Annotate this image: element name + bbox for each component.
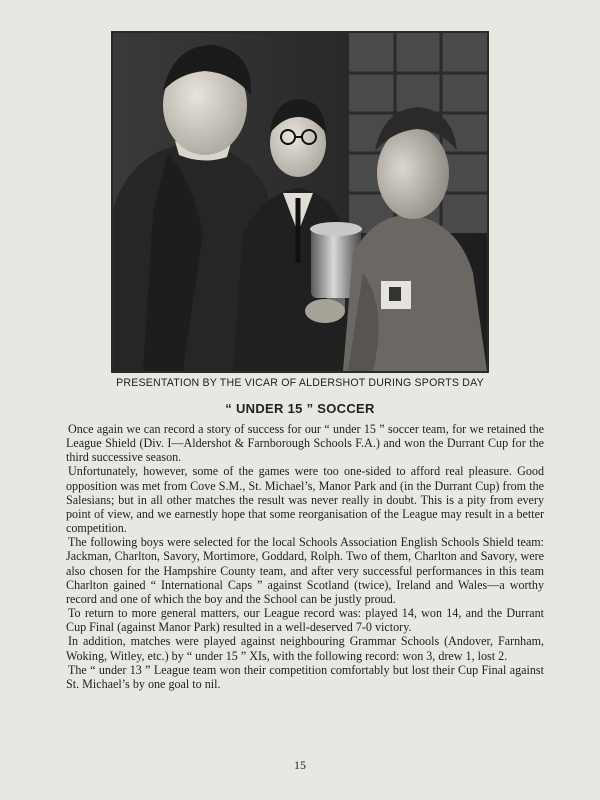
paragraph: In addition, matches were played against neighbouring Grammar Schools (Andover, Farnham, Woking, Witley, etc.) by “ under 15 ” XIs, with the following record: won 3, drew 1, lost 2. [66, 634, 544, 663]
paragraph: Unfortunately, however, some of the games were too one-sided to afford real pleasure. Good opposition was met from Cove S.M., St. Michael’s, Manor Park and (in the Durrant Cup) from the Salesians; but in all other matches the result was never really in doubt. This is a pity from every point of view, and we earnestly hope that some reorganisation of the League may result in a better competition. [66, 464, 544, 536]
page-number: 15 [294, 758, 306, 772]
article-title: “ UNDER 15 ” SOCCER [225, 401, 375, 416]
paragraph: To return to more general matters, our League record was: played 14, won 14, and the Durrant Cup Final (against Manor Park) resulted in a well-deserved 7-0 victory. [66, 606, 544, 635]
photo-caption: PRESENTATION BY THE VICAR OF ALDERSHOT DURING SPORTS DAY [116, 377, 484, 389]
photo-image [113, 33, 487, 371]
paragraph: Once again we can record a story of success for our “ under 15 ” soccer team, for we retained the League Shield (Div. I—Aldershot & Farnborough Schools F.A.) and won the Durrant Cup for the third successive season. [66, 422, 544, 465]
paragraph: The following boys were selected for the local Schools Association English Schools Shield team: Jackman, Charlton, Savory, Mortimore, Goddard, Rolph. Two of them, Charlton and Savory, were also chosen for the Hampshire County team, and after very successful performances in this team Charlton gained “ International Caps ” against Scotland (twice), Ireland and Wales—a worthy record and one of which the boy and the School can be justly proud. [66, 535, 544, 606]
article-body [66, 422, 544, 691]
paragraph: The “ under 13 ” League team won their competition comfortably but lost their Cup Final against St. Michael’s by one goal to nil. [66, 662, 544, 691]
presentation-photo [111, 31, 489, 373]
